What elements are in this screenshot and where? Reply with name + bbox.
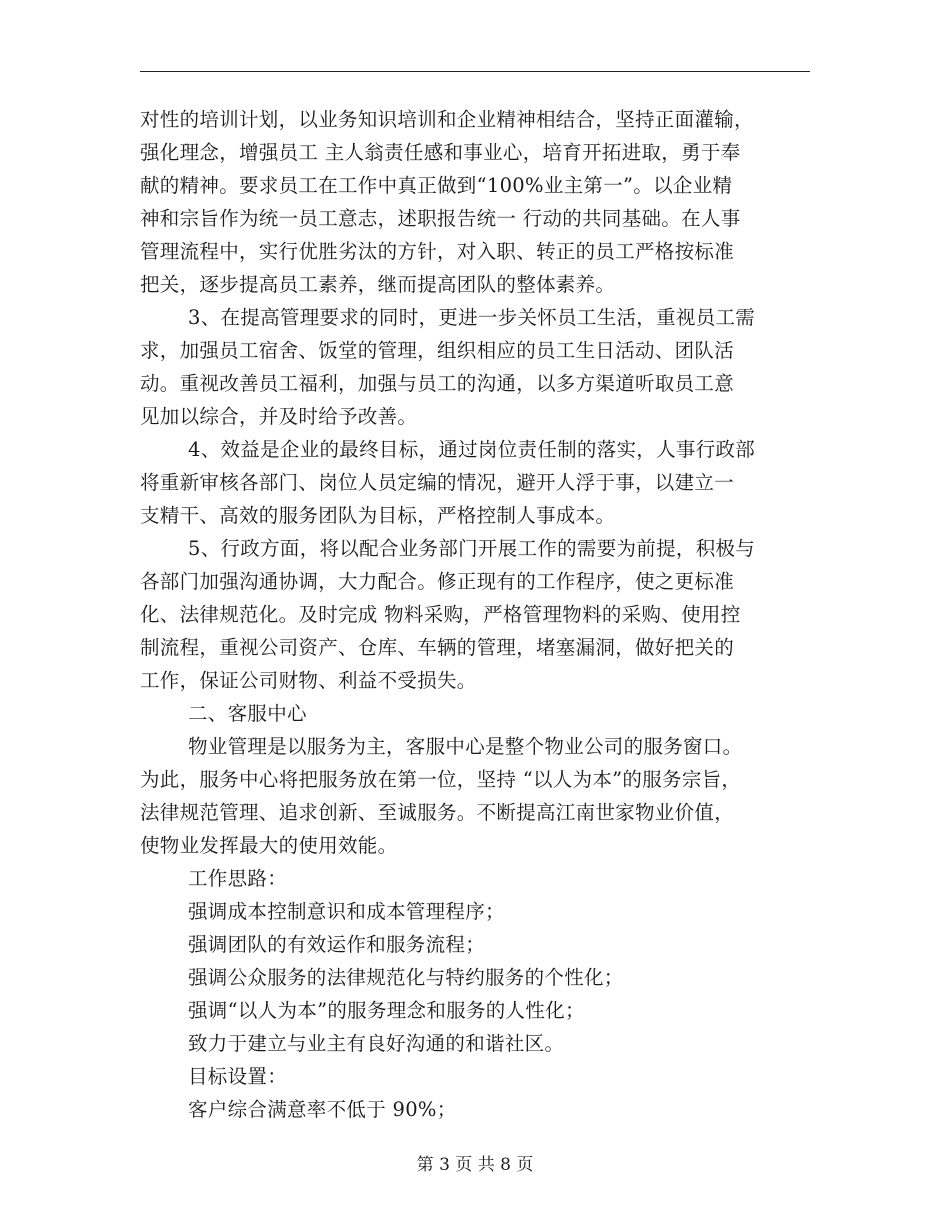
text-line: 法律规范管理、追求创新、至诚服务。不断提高江南世家物业价值， <box>140 801 735 824</box>
text-line: 管理流程中，实行优胜劣汰的方针，对入职、转正的员工严格按标准 <box>140 240 735 263</box>
text-line: 见加以综合，并及时给予改善。 <box>140 405 418 428</box>
text-line: 强调团队的有效运作和服务流程； <box>188 933 486 956</box>
text-line: 为此，服务中心将把服务放在第一位，坚持 “以人为本”的服务宗旨， <box>140 768 742 791</box>
text-line: 4、效益是企业的最终目标，通过岗位责任制的落实，人事行政部 <box>188 438 756 461</box>
text-line: 强化理念，增强员工 主人翁责任感和事业心，培育开拓进取，勇于奉 <box>140 141 741 164</box>
text-line: 献的精神。要求员工在工作中真正做到“100%业主第一”。以企业精 <box>140 174 733 197</box>
text-line: 将重新审核各部门、岗位人员定编的情况，避开人浮于事，以建立一 <box>140 471 735 494</box>
text-line: 致力于建立与业主有良好沟通的和谐社区。 <box>188 1032 565 1055</box>
text-line: 强调成本控制意识和成本管理程序； <box>188 900 505 923</box>
text-line: 工作，保证公司财物、利益不受损失。 <box>140 669 477 692</box>
text-line: 3、在提高管理要求的同时，更进一步关怀员工生活，重视员工需 <box>188 306 756 329</box>
text-line: 把关，逐步提高员工素养，继而提高团队的整体素养。 <box>140 273 616 296</box>
text-line: 强调“以人为本”的服务理念和服务的人性化； <box>188 999 585 1022</box>
text-line: 工作思路： <box>188 867 288 890</box>
document-body <box>140 103 815 1126</box>
text-line: 物业管理是以服务为主，客服中心是整个物业公司的服务窗口。 <box>188 735 743 758</box>
text-line: 制流程，重视公司资产、仓库、车辆的管理，堵塞漏洞，做好把关的 <box>140 636 735 659</box>
text-line: 目标设置： <box>188 1065 288 1088</box>
text-line: 二、客服中心 <box>188 702 307 725</box>
text-line: 各部门加强沟通协调，大力配合。修正现有的工作程序，使之更标准 <box>140 570 735 593</box>
text-line: 求，加强员工宿舍、饭堂的管理，组织相应的员工生日活动、团队活 <box>140 339 735 362</box>
text-line: 支精干、高效的服务团队为目标，严格控制人事成本。 <box>140 504 616 527</box>
text-line: 强调公众服务的法律规范化与特约服务的个性化； <box>188 966 624 989</box>
text-line: 动。重视改善员工福利，加强与员工的沟通，以多方渠道听取员工意 <box>140 372 735 395</box>
page-number: 第 3 页 共 8 页 <box>416 1155 534 1175</box>
text-line: 神和宗旨作为统一员工意志，述职报告统一 行动的共同基础。在人事 <box>140 207 741 230</box>
text-line: 化、法律规范化。及时完成 物料采购，严格管理物料的采购、使用控 <box>140 603 741 626</box>
header-divider <box>140 71 810 72</box>
text-line: 5、行政方面，将以配合业务部门开展工作的需要为前提，积极与 <box>188 537 756 560</box>
text-line: 使物业发挥最大的使用效能。 <box>140 834 398 857</box>
text-line: 客户综合满意率不低于 90%； <box>188 1098 457 1121</box>
text-line: 对性的培训计划，以业务知识培训和企业精神相结合，坚持正面灌输， <box>140 108 754 131</box>
